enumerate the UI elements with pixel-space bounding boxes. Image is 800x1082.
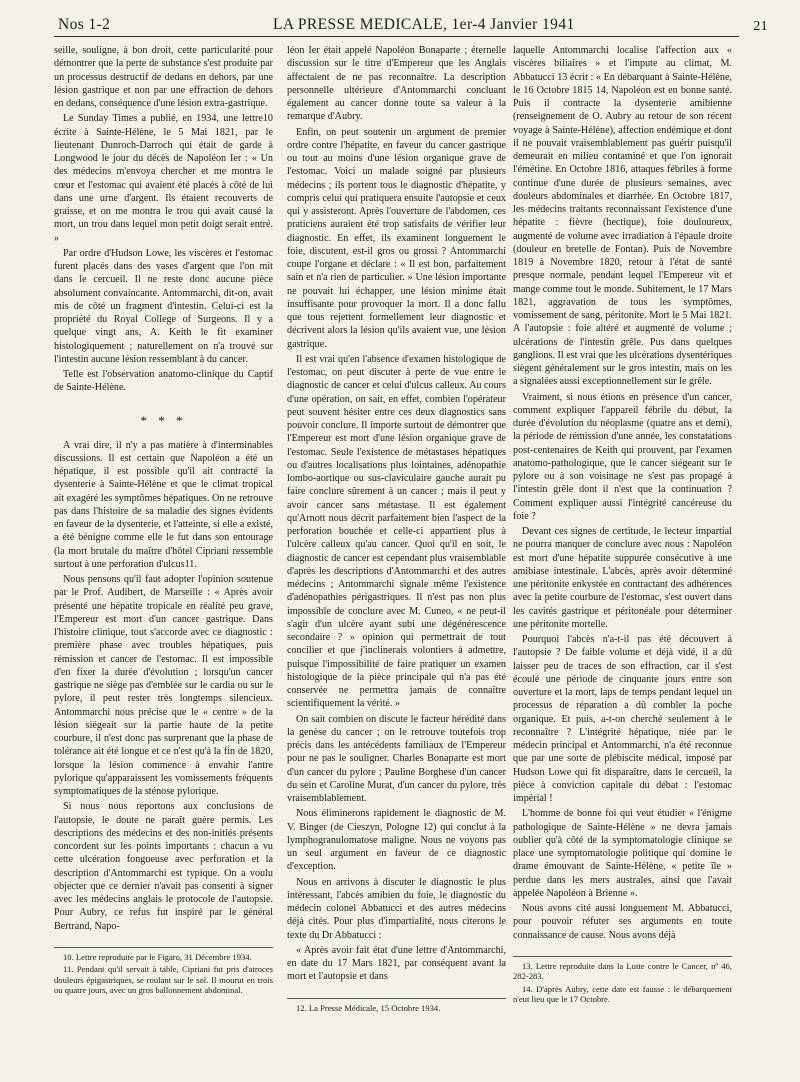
paragraph: seille, souligne, à bon droit, cette particularité pour démontrer que la perte de substance s'est produite par un processus destructif de dedans en dehors, par une lésion gastrique et non par une effraction de dehors en dedans, conséquence d'une lésion extra-gastrique. bbox=[54, 45, 273, 109]
page-number: 21 bbox=[753, 19, 768, 34]
paragraph: Si nous nous reportons aux conclusions de l'autopsie, le doute ne paraît guère permis. Les descriptions des médecins et des non-initiés présents concordent sur les points importants : chacun a vu cette ulcération fongueuse avec perforation et la description d'Antommarchi est typique. On a voulu objecter que ce dernier n'avait pas consenti à signer avec les médecins anglais le protocole de l'autopsie. Pour Aubry, ce refus fut inspiré par le général Bertrand, Napo- bbox=[54, 801, 273, 932]
paragraph: Vraiment, si nous étions en présence d'un cancer, comment expliquer l'appareil fébrile du début, la durée d'évolution du néoplasme (quatre ans et demi), la période de rémission d'une année, les constatations post-centenaires de Keith qui prouvent, par l'examen anatomo-pathologique, que le cancer siégeant sur le pylore ou à son voisinage ne s'est pas propagé à l'intestin grêle dont il n'est que la continuation ? Comment expliquer aussi l'intégrité cancéreuse du foie ? bbox=[513, 391, 732, 522]
paragraph: Pourquoi l'abcès n'a-t-il pas été découvert à l'autopsie ? De faible volume et déjà vidé, il a dû laisser peu de traces de son effraction, car il s'est écoulé une période de cinquante jours entre son ouverture et la mort, laps de temps pendant lequel un processus de réparation a dû combler la poche organique. Et puis, a-t-on cherché seulement à le reconnaître ? L'intégrité hépatique, niée par le médecin principal et Antommarchi, n'a été reconnue que par une sorte de plébiscite médical, imposé par Hudson Lowe qui fit disparaître, dans le cercueil, la pièce à conviction capitale du débat : l'estomac impérial ! bbox=[513, 634, 732, 804]
issue-number: Nos 1-2 bbox=[58, 16, 111, 33]
journal-title: LA PRESSE MEDICALE, 1er-4 Janvier 1941 bbox=[273, 16, 575, 33]
paragraph: On sait combien on discute le facteur hérédité dans la genèse du cancer ; on le retrouve toutefois trop précis dans les antécédents familiaux de l'Empereur pour ne pas le souligner. Charles Bonaparte est mort d'un cancer du pylore ; Pauline Borghese d'un cancer du sein et Caroline Murat, d'un cancer du pylore, très vraisemblablement. bbox=[287, 713, 506, 804]
header-rule bbox=[54, 36, 739, 37]
paragraph: laquelle Antommarchi localise l'affection aux « viscères biliaires » et l'impute au climat, M. Abbatucci 13 écrit : « En débarquant à Sainte-Hélène, le 16 Octobre 1815 14, Napoléon est en bonne santé. Puis il contracte la dysenterie amibienne (renseignement de O. Aubry au retour de son récent voyage à Sainte-Hélène), affection endémique et dont il ne pouvait vraisemblablement pas guérir puisqu'il demeurait en milieu contaminé et que l'on ignorait l'émétine. En Octobre 1816, attaques fébriles à forme continue d'une durée de plusieurs semaines, avec douleurs abdominales et diarrhée. En Octobre 1817, les médecins traitants reconnaissant l'existence d'une hépatite : fièvre (hectique), foie douloureux, augmenté de volume avec irradiation à l'épaule droite (douleur en bretelle de Fontan). Puis de Novembre 1819 à Novembre 1820, retour à l'état de santé presque normale, pendant lequel l'Empereur vit et mange comme tout le monde. Subitement, le 17 Mars 1821, aggravation de tous les symptômes, vomissement de sang, péritonite. Mort le 5 Mai 1821. A l'autopsie : foie altéré et augmenté de volume ; ulcérations de l'intestin grêle. Pus dans quelques ganglions. Il est vrai que les ulcérations dysentériques siègent généralement sur le gros intestin, mais on les a signalées aussi exceptionnellement sur le grêle. bbox=[513, 45, 732, 388]
paragraph: Le Sunday Times a publié, en 1934, une lettre10 écrite à Sainte-Hélène, le 5 Mai 1821, par le lieutenant Dunroch-Darroch qui était de garde à Longwood le jour du décès de Napoléon Ier : « Un des médecins m'envoya chercher et me montra le cœur et l'estomac qui avaient été placés à côté de lui dans une urne d'argent. Ils étaient recouverts de graisse, et on me montra le trou qui avait causé la mort, un trou dans lequel mon petit doigt serait entré. » bbox=[54, 113, 273, 244]
paragraph: Devant ces signes de certitude, le lecteur impartial ne pourra manquer de conclure avec nous : Napoléon est mort d'une hépatite suppurée consécutive à une amibiase intestinale. L'abcès, après avoir déterminé une péritonite enkystée en contractant des adhérences avec la petite courbure de l'estomac, s'est ouvert dans les cavités gastrique et péritonéale pour déterminer une péritonite mortelle. bbox=[513, 526, 732, 630]
footnote-rule bbox=[54, 947, 273, 948]
paragraph: Nous en arrivons à discuter le diagnostic le plus intéressant, l'abcès amibien du foie, le diagnostic du médecin colonel Abbatucci et des autres médecins déjà cités. Pour plus d'impartialité, nous citerons le texte du Dr Abbatucci : bbox=[287, 876, 506, 941]
paragraph: Nous pensons qu'il faut adopter l'opinion soutenue par le Prof. Audibert, de Marseille : « Après avoir présenté une hépatite tropicale en réalité peu grave, l'Empereur est mort d'un cancer gastrique. Dans l'histoire clinique, tout s'accorde avec ce diagnostic : première phase avec troubles hépatiques, puis rémission et cancer de l'estomac. Il est impossible d'en fixer la durée d'évolution ; lorsqu'un cancer gastrique ne siège pas d'emblée sur le cardia ou sur le pylore, il peut rester très longtemps silencieux. Antommarchi nous précise que le « centre » de la lésion siégeait sur la partie haute de la petite courbure, il n'est donc pas surprenant que la phase de tolérance ait été longue et ce n'est qu'à la fin de 1820, lorsque la lésion commence à envahir l'antre pylorique qu'apparaissent les vomissements fréquents symptomatiques de la sténose pylorique. bbox=[54, 574, 273, 797]
paragraph: Par ordre d'Hudson Lowe, les viscères et l'estomac furent placés dans des vases d'argent que l'on mit dans le cercueil. Il ne reste donc aucune pièce absolument convaincante. Antommarchi, dit-on, avait mis de côté un fragment d'intestin. Celui-ci est la propriété du Royal College of Surgeons. Il y a quelque vingt ans, A. Keith le fit examiner histologiquement ; naturellement on n'a trouvé sur l'intestin aucune lésion ressemblant à du cancer. bbox=[54, 247, 273, 365]
paragraph: L'homme de bonne foi qui veut étudier « l'énigme pathologique de Sainte-Hélène » ne devra jamais oublier qu'à côté de la symptomatologie clinique se place une symptomatologie politique qui domine le drame émouvant de Sainte-Hélène, « petite île » perdue dans les mers australes, ainsi que l'avait appelée Napoléon à Brienne ». bbox=[513, 808, 732, 899]
paragraph: léon Ier était appelé Napoléon Bonaparte ; éternelle discussion sur le titre d'Empereur que les Anglais affectaient de ne pas reconnaître. La description personnelle ultérieure d'Antommarchi concluant également au cancer donne toute sa valeur à la remarque d'Aubry. bbox=[287, 45, 506, 123]
paragraph: A vrai dire, il n'y a pas matière à d'interminables discussions. Il est certain que Napoléon a été un hépatique, il est possible qu'il ait contracté la dysenterie à Sainte-Hélène et que le climat tropical ait exagéré les symptômes hépatiques. On ne retrouve pas dans l'histoire de sa maladie des signes évidents en faveur de la dysenterie, et l'atteinte, si elle a existé, a été bénigne comme elle le fut dans son entourage (la mort brutale du maître d'hôtel Cipriani ressemble surtout à une perforation d'ulcus11. bbox=[54, 439, 273, 570]
footnote: 14. D'après Aubry, cette date est fausse : le débarquement n'eut lieu que le 17 Octobre. bbox=[513, 983, 732, 1005]
paragraph: Nous éliminerons rapidement le diagnostic de M. V. Binger (de Cieszyn, Pologne 12) qui conclut à la lymphogranulomatose maligne. Nous ne voyons pas un seul argument en faveur de ce diagnostic d'exception. bbox=[287, 808, 506, 873]
column-3 bbox=[513, 44, 732, 1007]
footnote: 13. Lettre reproduite dans la Lutte contre le Cancer, nº 46, 282-283. bbox=[513, 960, 732, 982]
footnote: 12. La Presse Médicale, 15 Octobre 1934. bbox=[296, 1002, 441, 1013]
footnote: 11. Pendant qu'il servait à table, Cipriani fut pris d'atroces douleurs épigastriques, se roulant sur le sol. Il mourut en trois ou quatre jours, avec un gros ballonnement abdominal. bbox=[54, 964, 273, 996]
footnote-rule bbox=[287, 998, 506, 999]
paragraph: Telle est l'observation anatomo-clinique du Captif de Sainte-Hélène. bbox=[54, 369, 273, 394]
paragraph: Il est vrai qu'en l'absence d'examen histologique de l'estomac, on peut discuter à perte de vue entre le diagnostic de cancer et celui d'ulcus calleux. Au cours d'une opération, on sait, en effet, combien l'opérateur peut souvent hésiter entre ces deux diagnostics sans pouvoir conclure. Il importe surtout de démontrer que l'Empereur est mort d'une lésion organique grave de l'estomac. Seule l'existence de métastases hépatiques ou d'autres localisations plus lointaines, adénopathie lombo-aortique ou sus-claviculaire gauche aurait pu faire conclure sûrement à un cancer ; mais il peut y avoir cancer sans métastase. Il est également qu'Arnott nous décrit parfaitement bien l'aspect de la perforation bouchée et celle-ci appartient plus à l'ulcère calleux qu'au cancer. Quoi qu'il en soit, le diagnostic de cancer est cependant plus vraisemblable d'après les descriptions d'Antommarchi et des autres médecins ; Antommarchi signale même l'existence d'adénopathies périgastriques. Il n'est pas non plus impossible de conclure avec M. Cuneo, « ne peut-il s'agir d'un ulcère ayant subi une dégénérescence secondaire ? » opinion qui permettrait de tout concilier et que j'inclinerais volontiers à admettre, puisque l'impossibilité de faire pratiquer un examen histologique de la pièce principale qui n'a pas été conservée ne permettra jamais de connaître scientifiquement la vérité. » bbox=[287, 353, 506, 710]
column-1 bbox=[54, 44, 273, 998]
section-separator: * * * bbox=[140, 412, 187, 428]
paragraph: « Après avoir fait état d'une lettre d'Antommarchi, en date du 17 Mars 1821, par conséquent avant la mort et l'autopsie et dans bbox=[287, 944, 506, 983]
footnote-rule bbox=[513, 956, 732, 957]
column-2 bbox=[287, 44, 506, 1015]
paragraph: Enfin, on peut soutenir un argument de premier ordre contre l'hépatite, en faveur du cancer gastrique ou tout au moins d'une lésion organique grave de l'estomac. Voici un malade soigné par plusieurs médecins ; ils portent tous le diagnostic d'hépatite, y compris celui qui pratiquera ensuite l'autopsie et ceux qui y assisteront. Après l'ouverture de l'abdomen, ces praticiens auraient été trop satisfaits de vérifier leur diagnostic. En effet, ils examinent longuement le foie, discutent, est-il gros ou grossi ? Antommarchi coupe l'organe et déclare : « Il est bon, parfaitement sain et n'a rien de particulier. » Une lésion importante ne pouvait lui échapper, une lésion minime était insuffisante pour provoquer la mort. Il a donc fallu que tous rejettent formellement leur diagnostic et décrivent alors la lésion qu'ils avaient vue, une lésion gastrique. bbox=[287, 126, 506, 350]
page-header bbox=[58, 14, 768, 38]
paragraph: Nous avons cité aussi longuement M. Abbatucci, pour pouvoir réfuter ses arguments en toute connaissance de cause. Nous avons déjà bbox=[513, 903, 732, 941]
footnote: 10. Lettre reproduite par le Figaro, 31 Décembre 1934. bbox=[63, 951, 252, 962]
